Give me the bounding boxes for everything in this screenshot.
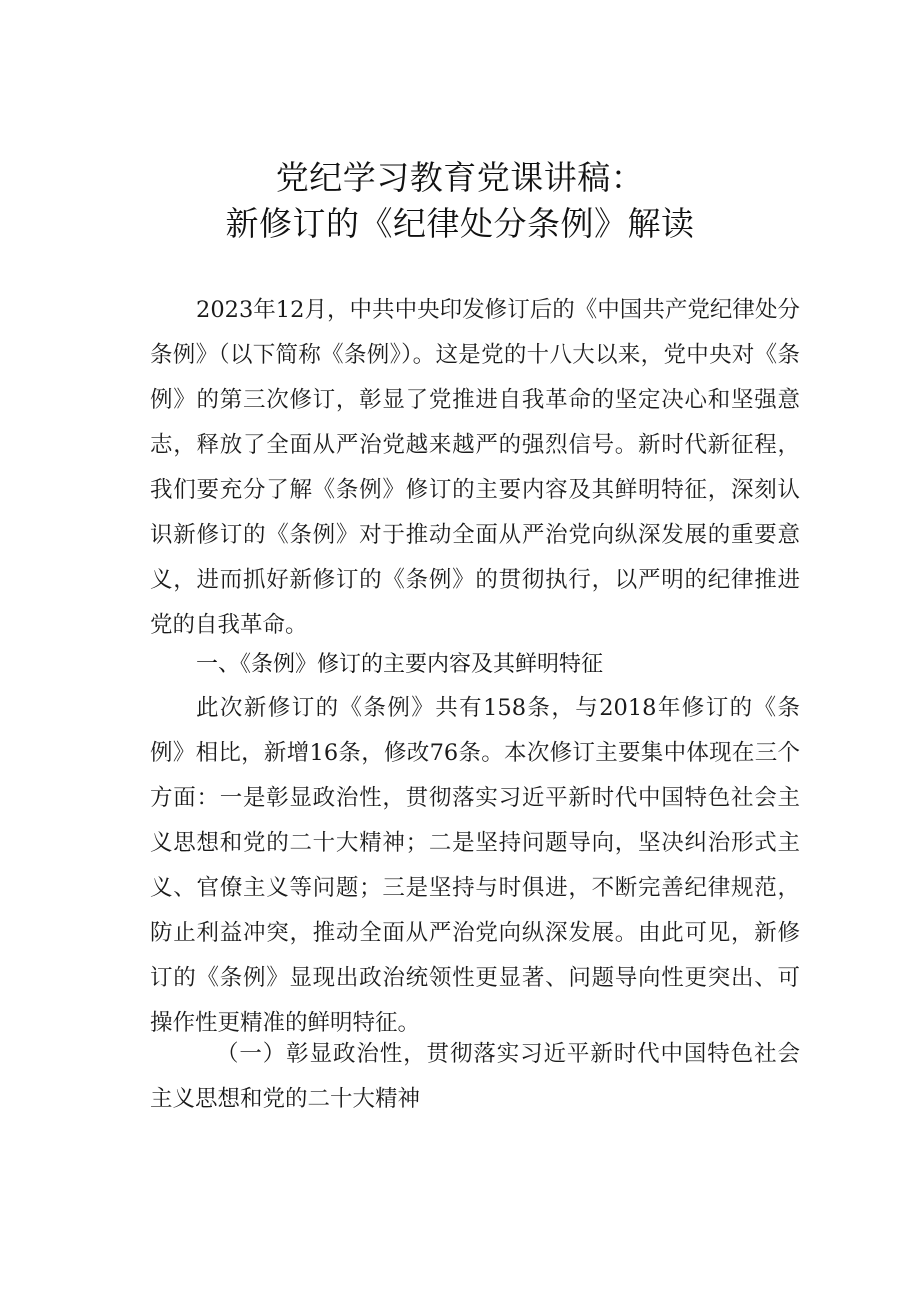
subsection-heading-1: （一）彰显政治性，贯彻落实习近平新时代中国特色社会主义思想和党的二十大精神: [150, 1041, 800, 1112]
document-title-line-2: 新修订的《纪律处分条例》解读: [225, 204, 695, 243]
section-heading-1: 一、《条例》修订的主要内容及其鲜明特征: [196, 652, 604, 677]
section-1-paragraph: 此次新修订的《条例》共有158条，与2018年修订的《条例》相比，新增16条，修改76条。本次修订主要集中体现在三个方面：一是彰显政治性，贯彻落实习近平新时代中国特色社会主义思想和党的二十大精神；二是坚持问题导向，坚决纠治形式主义、官僚主义等问题；三是坚持与时俱进，不断完善纪律规范，防止利益冲突，推动全面从严治党向纵深发展。由此可见，新修订的《条例》显现出政治统领性更显著、问题导向性更突出、可操作性更精准的鲜明特征。: [150, 695, 800, 1036]
intro-paragraph: 2023年12月，中共中央印发修订后的《中国共产党纪律处分条例》（以下简称《条例》）。这是党的十八大以来，党中央对《条例》的第三次修订，彰显了党推进自我革命的坚定决心和坚强意志，释放了全面从严治党越来越严的强烈信号。新时代新征程，我们要充分了解《条例》修订的主要内容及其鲜明特征，深刻认识新修订的《条例》对于推动全面从严治党向纵深发展的重要意义，进而抓好新修订的《条例》的贯彻执行，以严明的纪律推进党的自我革命。: [150, 297, 800, 638]
document-title-line-1: 党纪学习教育党课讲稿：: [275, 158, 645, 197]
